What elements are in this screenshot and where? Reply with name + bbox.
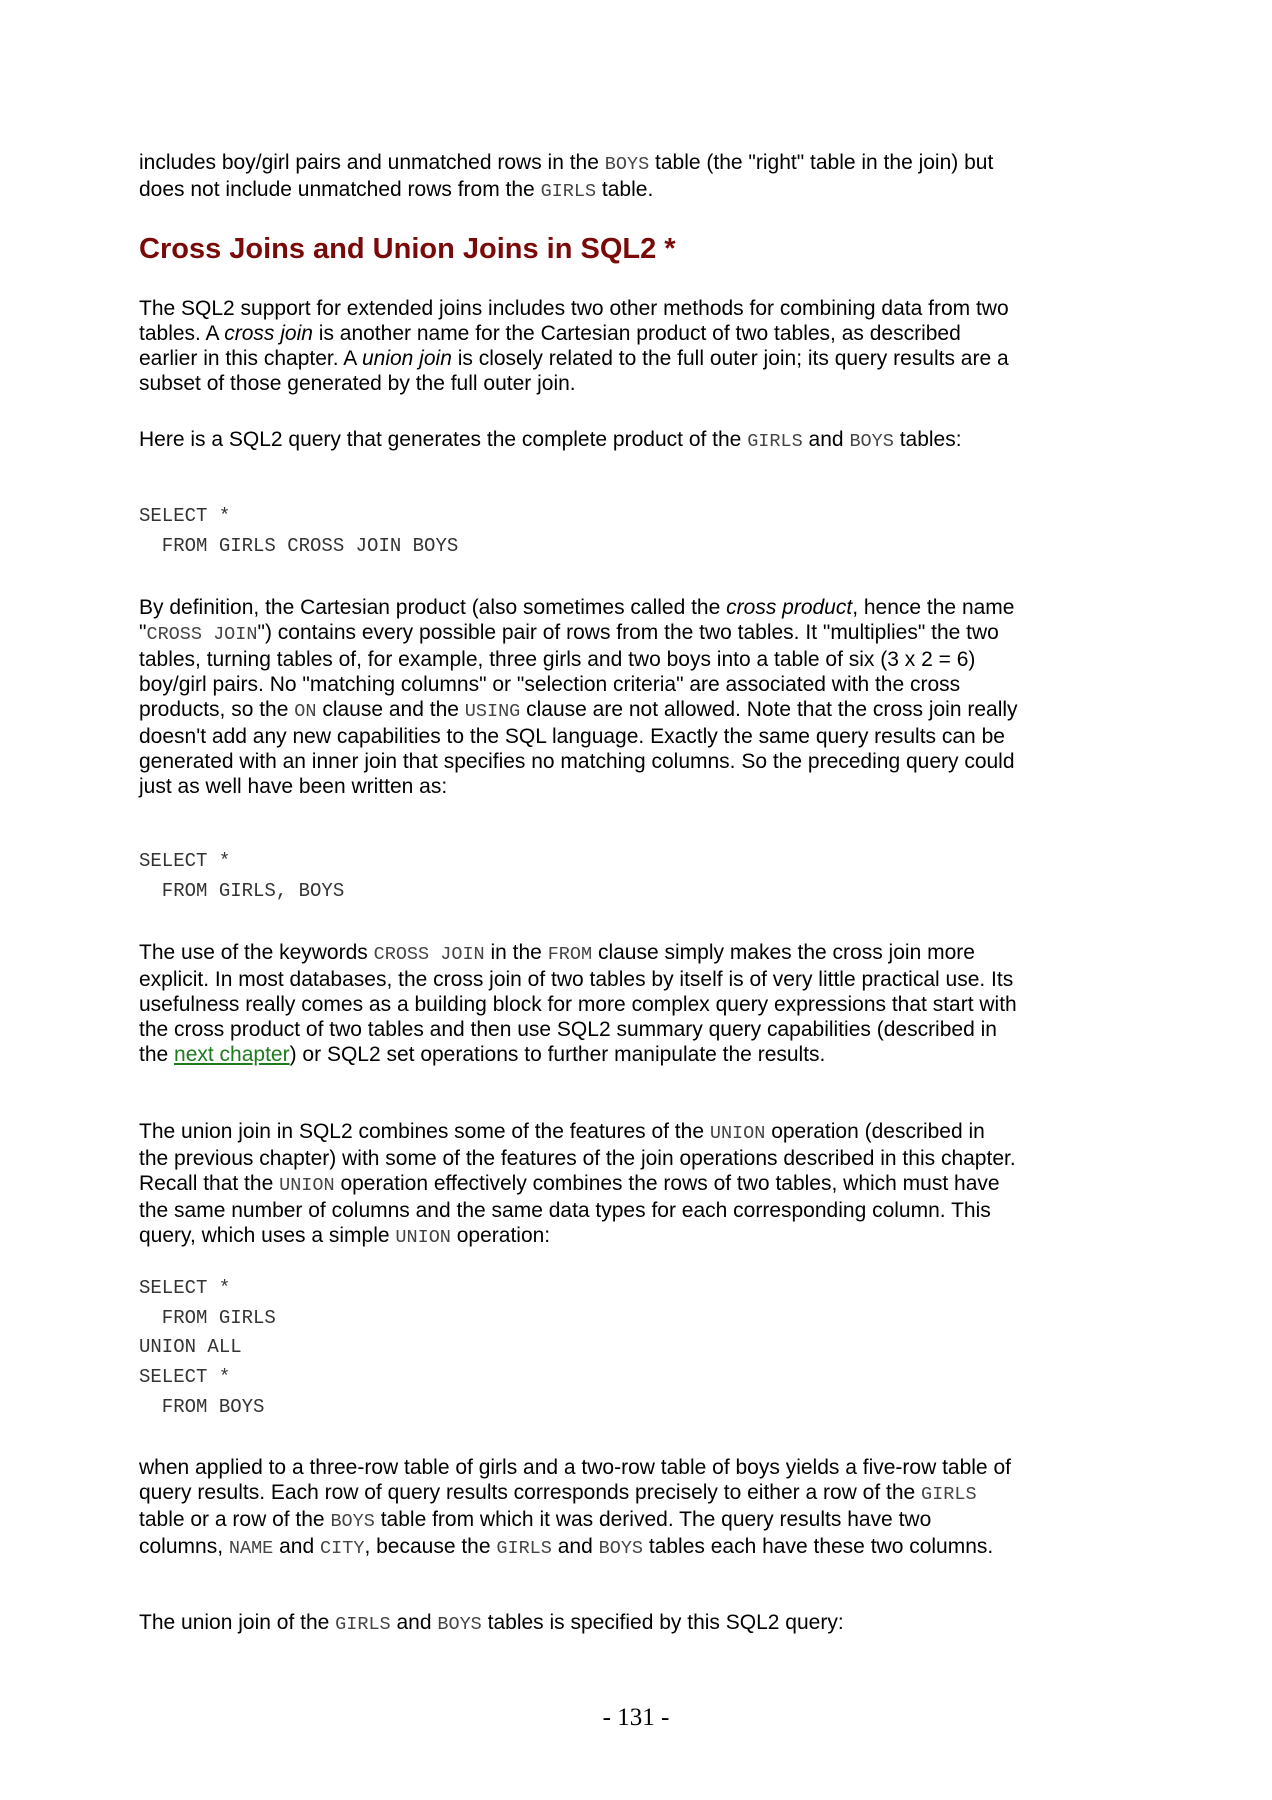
paragraph-cartesian [139, 595, 1019, 799]
paragraph-query-intro [139, 427, 1019, 454]
code-line: SELECT * [139, 1277, 231, 1299]
text: The SQL2 support for extended joins includes two other methods for combining data from two tables. A [139, 297, 1009, 345]
text: table. [596, 178, 654, 201]
text: when applied to a three-row table of girls and a two-row table of boys yields a five-row table of query results. Each row of query results corresponds precisely to either a row of the [139, 1456, 1011, 1504]
text: tables each have these two columns. [643, 1535, 994, 1558]
text: clause simply makes the cross join more explicit. In most databases, the cross join of two tables by itself is of very little practical use. Its usefulness really comes as a building block for more complex query expressions that start with the cross product of two tables and then use SQL2 summary query capabilities (described in the [139, 941, 1017, 1066]
code-line: FROM GIRLS [139, 1306, 276, 1329]
text: , hence the name " [139, 596, 1015, 644]
paragraph-continued [139, 150, 1019, 204]
inline-code: CITY [320, 1538, 365, 1559]
text: and [390, 1611, 438, 1634]
inline-code: CROSS JOIN [373, 944, 485, 965]
emphasis: cross join [224, 322, 313, 345]
inline-code: UNION [395, 1227, 451, 1248]
inline-code: FROM [547, 944, 593, 965]
inline-code: USING [464, 701, 521, 722]
text: The union join in SQL2 combines some of the features of the [139, 1120, 710, 1143]
code-line: SELECT * [139, 1366, 231, 1389]
text: and [273, 1535, 321, 1558]
section-heading: Cross Joins and Union Joins in SQL2 * [139, 233, 676, 265]
code-line: FROM GIRLS, BOYS [139, 879, 345, 902]
code-line: SELECT * [139, 505, 231, 527]
text: table or a row of the [139, 1508, 331, 1531]
inline-code: GIRLS [747, 431, 803, 452]
text: ") contains every possible pair of rows from the two tables. It "multiplies" the two tables, turning tables of, for example, three girls and two boys into a table of six (3 x 2 = 6) boy/girl pairs. No "matching columns" or "selection criteria" are associated with the cross products, so the [139, 621, 999, 721]
inline-code: BOYS [598, 1538, 644, 1559]
paragraph-intro [139, 296, 1019, 396]
emphasis: union join [361, 347, 452, 370]
text: includes boy/girl pairs and unmatched rows in the [139, 151, 605, 174]
inline-code: GIRLS [496, 1538, 552, 1559]
code-line: FROM GIRLS CROSS JOIN BOYS [139, 534, 459, 557]
text: and [802, 428, 850, 451]
text: and [551, 1535, 599, 1558]
code-line: FROM BOYS [139, 1395, 265, 1418]
paragraph-union-result [139, 1455, 1019, 1561]
next-chapter-link[interactable]: next chapter [174, 1043, 290, 1066]
text: is closely related to the full outer join; its query results are a subset of those generated by the full outer join. [139, 347, 1009, 395]
inline-code: GIRLS [335, 1614, 391, 1635]
inline-code: CROSS JOIN [146, 624, 258, 645]
text: operation (described in the previous chapter) with some of the features of the join operations described in this chapter. Recall that the [139, 1120, 1016, 1195]
text: operation effectively combines the rows of two tables, which must have the same number of columns and the same data types for each corresponding column. This query, which uses a simple [139, 1172, 1000, 1247]
page-number: - 131 - [602, 1704, 670, 1731]
text: in the [484, 941, 548, 964]
text: tables: [893, 428, 962, 451]
paragraph-union-join-query [139, 1610, 1019, 1637]
text: table from which it was derived. The query results have two columns, [139, 1508, 932, 1558]
code-block-cross-join [139, 502, 458, 561]
code-line: UNION ALL [139, 1336, 242, 1359]
text: The use of the keywords [139, 941, 374, 964]
text: By definition, the Cartesian product (also sometimes called the [139, 596, 727, 619]
inline-code: UNION [279, 1175, 335, 1196]
text: The union join of the [139, 1611, 336, 1634]
inline-code: BOYS [849, 431, 894, 452]
inline-code: NAME [228, 1538, 274, 1559]
paragraph-union-join [139, 1119, 1019, 1250]
text: ) or SQL2 set operations to further manipulate the results. [289, 1043, 826, 1066]
text: is another name for the Cartesian product of two tables, as described earlier in this chapter. A [139, 322, 961, 370]
text: Here is a SQL2 query that generates the complete product of the [139, 428, 748, 451]
text: , because the [364, 1535, 497, 1558]
code-block-union [139, 1274, 276, 1423]
inline-code: GIRLS [540, 181, 597, 202]
text: table (the "right" table in the join) but does not include unmatched rows from the [139, 151, 994, 201]
code-block-comma-join [139, 847, 344, 906]
paragraph-keywords [139, 940, 1019, 1067]
inline-code: BOYS [330, 1511, 375, 1532]
inline-code: GIRLS [921, 1484, 977, 1505]
inline-code: UNION [709, 1123, 766, 1144]
inline-code: BOYS [437, 1614, 482, 1635]
text: clause and the [316, 698, 465, 721]
inline-code: BOYS [604, 154, 650, 175]
text: clause are not allowed. Note that the cross join really doesn't add any new capabilities to the SQL language. Exactly the same query results can be generated with an inner join that specifies no matching columns. So the preceding query could just as well have been written as: [139, 698, 1018, 798]
code-line: SELECT * [139, 850, 231, 872]
text: operation: [450, 1224, 551, 1247]
text: tables is specified by this SQL2 query: [481, 1611, 844, 1634]
inline-code: ON [294, 701, 317, 722]
emphasis: cross product [726, 596, 853, 619]
